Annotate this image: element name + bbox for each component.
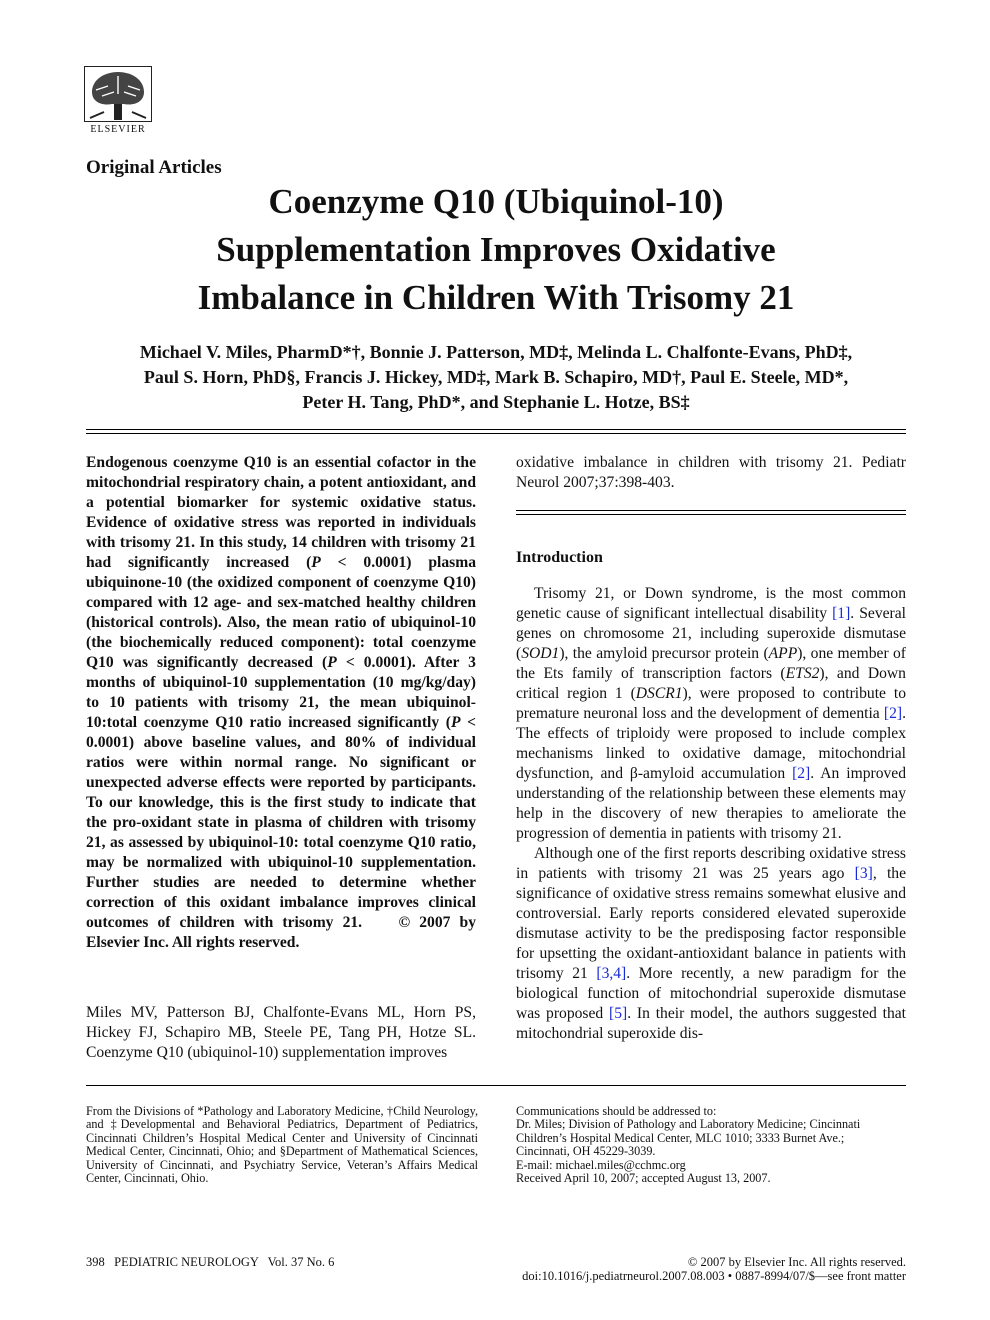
correspondence-line: Children’s Hospital Medical Center, MLC 1010; 3333 Burnet Ave.; (516, 1130, 845, 1145)
author-list (86, 340, 906, 415)
citation-rule-top (516, 510, 906, 511)
correspondence-line: Dr. Miles; Division of Pathology and Laboratory Medicine; Cincinnati (516, 1117, 861, 1132)
reference-link[interactable]: [2] (792, 765, 811, 782)
publisher-wordmark: ELSEVIER (90, 124, 146, 135)
header-rule-top (86, 429, 906, 430)
footer-copyright-line: © 2007 by Elsevier Inc. All rights reserved. (687, 1255, 906, 1269)
abstract: Endogenous coenzyme Q10 is an essential cofactor in the mitochondrial respiratory chain, a potent antioxidant, and a potential biomarker for systemic oxidative status. Evidence of oxidative stress was reported in individuals with trisomy 21. In this study, 14 children with trisomy 21 had significantly increased (P < 0.0001) plasma ubiquinone-10 (the oxidized component of coenzyme Q10) compared with 12 age- and sex-matched healthy children (historical controls). Also, the mean ratio of ubiquinol-10 (the biochemically reduced component): total coenzyme Q10 was significantly decreased (P < 0.0001). After 3 months of ubiquinol-10 supplementation (10 mg/kg/day) to 10 patients with trisomy 21, the mean ubiquinol-10:total coenzyme Q10 ratio increased significantly (P < 0.0001) above baseline values, and 80% of individual ratios were within normal range. No significant or unexpected adverse effects were reported by participants. To our knowledge, this is the first study to indicate that the pro-oxidant state in plasma of children with trisomy 21, as assessed by ubiquinol-10: total coenzyme Q10 ratio, may be normalized with ubiquinol-10 supplementation. Further studies are needed to determine whether correction of this oxidant imbalance improves clinical outcomes of children with trisomy 21. © 2007 by Elsevier Inc. All rights reserved. (86, 454, 476, 951)
author-line: Michael V. Miles, PharmD*†, Bonnie J. Patterson, MD‡, Melinda L. Chalfonte-Evans, PhD‡, (139, 342, 853, 362)
introduction-body (516, 584, 906, 1044)
elsevier-logo (84, 66, 152, 136)
reference-link[interactable]: [1] (832, 605, 851, 622)
reference-link[interactable]: [5] (609, 1005, 628, 1022)
paragraph: Although one of the first reports describing oxidative stress in patients with trisomy 21 was 25 years ago [3], the significance of oxidative stress remains somewhat elusive and controversial. Early reports considered elevated superoxide dismutase activity to be the predisposing factor responsible for upsetting the oxidant-antioxidant balance in patients with trisomy 21 [3,4]. More recently, a new paradigm for the biological function of mitochondrial superoxide dismutase was proposed [5]. In their model, the authors suggested that mitochondrial superoxide dis- (516, 845, 907, 1042)
citation: Miles MV, Patterson BJ, Chalfonte-Evans ML, Horn PS, Hickey FJ, Schapiro MB, Steele PE, Tang PH, Hotze SL. Coenzyme Q10 (ubiquinol-10) supplementation improves (86, 1004, 476, 1061)
correspondence-line: Cincinnati, OH 45229-3039. (516, 1144, 656, 1159)
reference-link[interactable]: [3,4] (596, 965, 627, 982)
title-line: Supplementation Improves Oxidative (216, 230, 776, 269)
header-rule-bottom (86, 433, 906, 434)
reference-link[interactable]: [2] (883, 705, 903, 722)
affiliations: From the Divisions of *Pathology and Laboratory Medicine, †Child Neurology, and ‡Developmental and Behavioral Pediatrics, Department of Pediatrics, Cincinnati Children’s Hospital Medical Center and University of Cincinnati Medical Center, Cincinnati, Ohio; and §Department of Mathematical Sciences, University of Cincinnati, and Psychiatry Service, Veteran’s Affairs Medical Center, Cincinnati, Ohio. (86, 1104, 478, 1186)
correspondence-line: Communications should be addressed to: (516, 1104, 717, 1118)
title-line: Coenzyme Q10 (Ubiquinol-10) (268, 182, 724, 221)
paragraph: Trisomy 21, or Down syndrome, is the most common genetic cause of significant intellectual disability [1]. Several genes on chromosome 21, including superoxide dismutase (SOD1), the amyloid precursor protein (APP), one member of the Ets family of transcription factors (ETS2), and Down critical region 1 (DSCR1), were proposed to contribute to premature neuronal loss and the development of dementia [2]. The effects of triploidy were proposed to include complex mechanisms linked to oxidative damage, mitochondrial dysfunction, and β-amyloid accumulation [2]. An improved understanding of the relationship between these elements may help in the discovery of new therapies to ameliorate the progression of dementia in patients with trisomy 21. (516, 585, 906, 842)
footer-journal: 398 PEDIATRIC NEUROLOGY Vol. 37 No. 6 (86, 1255, 335, 1269)
article-title (86, 178, 906, 322)
citation-rule-bottom (516, 514, 906, 515)
reference-link[interactable]: [3] (854, 865, 873, 882)
citation-continued: oxidative imbalance in children with trisomy 21. Pediatr Neurol 2007;37:398-403. (516, 454, 906, 491)
correspondence-line: Received April 10, 2007; accepted August 13, 2007. (516, 1171, 771, 1186)
abstract-copyright: © 2007 by Elsevier Inc. All rights reserved. (86, 914, 476, 951)
author-line: Paul S. Horn, PhD§, Francis J. Hickey, MD‡, Mark B. Schapiro, MD†, Paul E. Steele, MD*, (143, 367, 849, 387)
introduction-heading: Introduction (516, 549, 603, 566)
title-line: Imbalance in Children With Trisomy 21 (197, 278, 795, 317)
section-label: Original Articles (86, 157, 222, 178)
correspondence-email[interactable]: E-mail: michael.miles@cchmc.org (516, 1157, 686, 1172)
correspondence (516, 1105, 908, 1185)
elsevier-tree-icon (84, 66, 152, 122)
footer-doi[interactable]: doi:10.1016/j.pediatrneurol.2007.08.003 • 0887-8994/07/$—see front matter (522, 1269, 906, 1283)
author-line: Peter H. Tang, PhD*, and Stephanie L. Hotze, BS‡ (302, 392, 690, 412)
footnote-rule (86, 1085, 906, 1086)
footer-copyright (440, 1255, 906, 1283)
